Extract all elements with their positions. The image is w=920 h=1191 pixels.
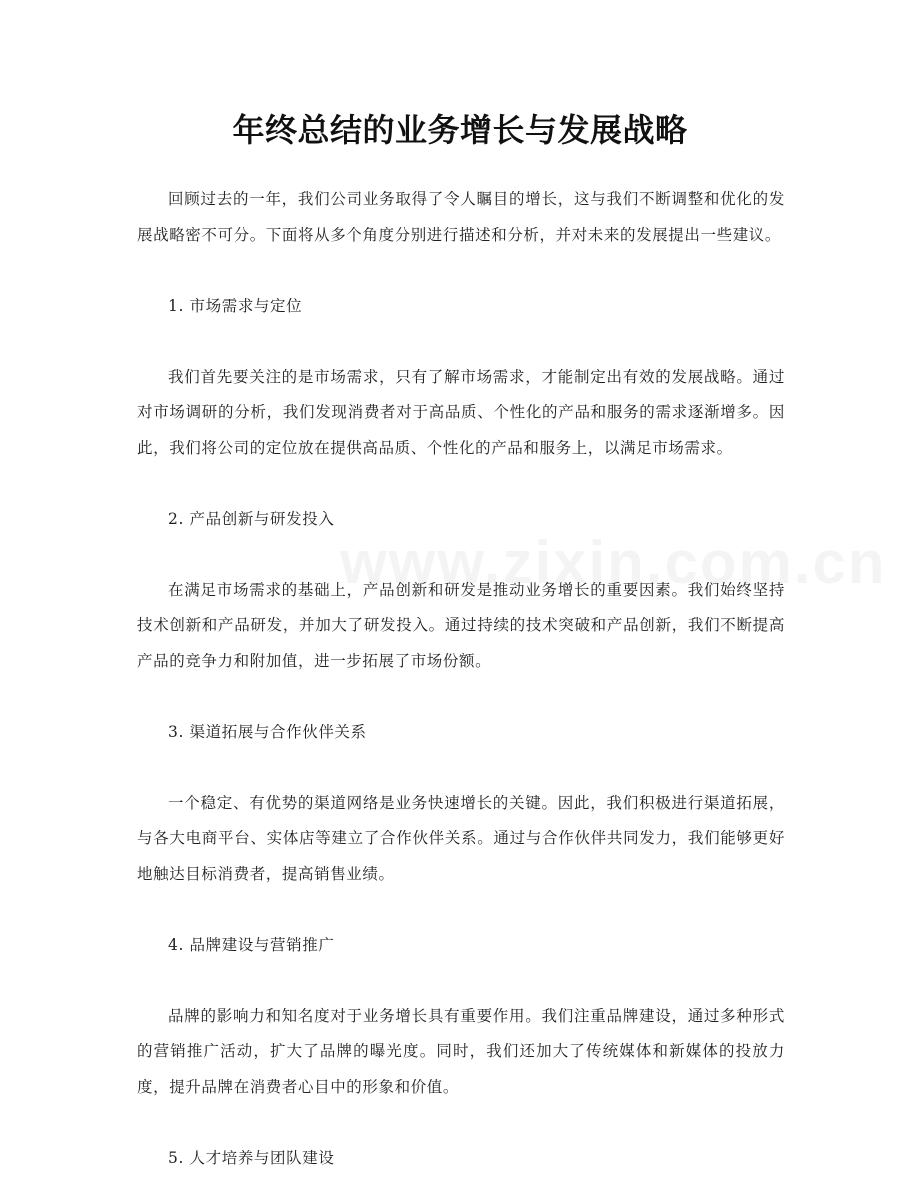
section-heading-5: 5. 人才培养与团队建设	[168, 1148, 335, 1167]
section-heading-1: 1. 市场需求与定位	[168, 296, 303, 315]
page-title: 年终总结的业务增长与发展战略	[232, 111, 688, 149]
section-body-3: 一个稳定、有优势的渠道网络是业务快速增长的关键。因此，我们积极进行渠道拓展，与各大电商平台、实体店等建立了合作伙伴关系。通过与合作伙伴共同发力，我们能够更好地触达目标消费者，提高销售业绩。	[137, 793, 785, 883]
document-body	[137, 182, 785, 1176]
section-body-1: 我们首先要关注的是市场需求，只有了解市场需求，才能制定出有效的发展战略。通过对市场调研的分析，我们发现消费者对于高品质、个性化的产品和服务的需求逐渐增多。因此，我们将公司的定位放在提供高品质、个性化的产品和服务上，以满足市场需求。	[137, 367, 785, 457]
intro-paragraph: 回顾过去的一年，我们公司业务取得了令人瞩目的增长，这与我们不断调整和优化的发展战略密不可分。下面将从多个角度分别进行描述和分析，并对未来的发展提出一些建议。	[137, 190, 785, 244]
section-heading-4: 4. 品牌建设与营销推广	[168, 935, 335, 954]
section-body-2: 在满足市场需求的基础上，产品创新和研发是推动业务增长的重要因素。我们始终坚持技术创新和产品研发，并加大了研发投入。通过持续的技术突破和产品创新，我们不断提高产品的竞争力和附加值，进一步拓展了市场份额。	[137, 580, 785, 670]
section-heading-3: 3. 渠道拓展与合作伙伴关系	[168, 722, 367, 741]
section-body-4: 品牌的影响力和知名度对于业务增长具有重要作用。我们注重品牌建设，通过多种形式的营销推广活动，扩大了品牌的曝光度。同时，我们还加大了传统媒体和新媒体的投放力度，提升品牌在消费者心目中的形象和价值。	[137, 1006, 785, 1096]
section-heading-2: 2. 产品创新与研发投入	[168, 509, 335, 528]
